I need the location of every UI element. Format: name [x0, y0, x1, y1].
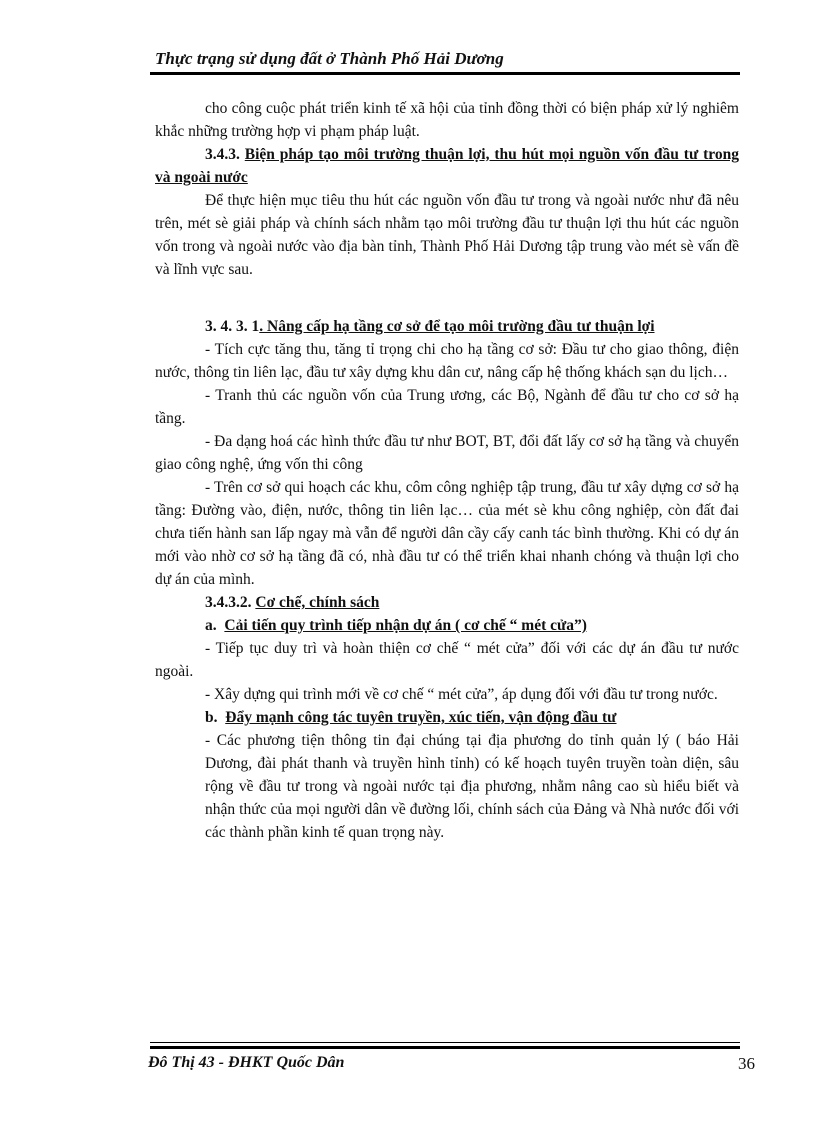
header-rule — [150, 72, 740, 75]
heading-text: . Nâng cấp hạ tầng cơ sở để tạo môi trường đầu tư thuận lợi — [259, 318, 655, 335]
list-item: - Tiếp tục duy trì và hoàn thiện cơ chế “ mét cửa” đối với các dự án đầu tư nước ngoài. — [155, 640, 739, 680]
document-body — [155, 97, 739, 844]
heading-3-4-3-2 — [155, 591, 739, 614]
heading-3-4-3-1 — [155, 315, 739, 338]
heading-text: Cơ chế, chính sách — [255, 594, 380, 611]
heading-3-4-3 — [155, 143, 739, 189]
heading-text: Cải tiến quy trình tiếp nhận dự án ( cơ chế “ mét cửa”) — [224, 617, 587, 634]
heading-text: Đẩy mạnh công tác tuyên truyền, xúc tiến, vận động đầu tư — [225, 709, 617, 726]
heading-number: 3.4.3.2. — [205, 594, 252, 611]
heading-number: a. — [205, 617, 217, 634]
list-item: - Xây dựng qui trình mới về cơ chế “ mét cửa”, áp dụng đối với đầu tư trong nước. — [205, 686, 718, 703]
heading-number: 3. 4. 3. 1 — [205, 318, 260, 335]
heading-b — [155, 706, 739, 729]
list-item: - Tích cực tăng thu, tăng tỉ trọng chi cho hạ tầng cơ sở: Đầu tư cho giao thông, điện nước, thông tin liên lạc, đầu tư xây dựng khu dân cư, nâng cấp hệ thống khách sạn du lịch… — [155, 341, 739, 381]
heading-a — [155, 614, 739, 637]
page-number: 36 — [738, 1054, 755, 1073]
paragraph-3-4-3: Để thực hiện mục tiêu thu hút các nguồn vốn đầu tư trong và ngoài nước như đã nêu trên, mét sè giải pháp và chính sách nhằm tạo môi trường đầu tư thuận lợi thu hút các nguồn vốn trong và ngoài nước vào địa bàn tỉnh, Thành Phố Hải Dương tập trung vào mét sè vấn đề và lĩnh vực sau. — [155, 192, 739, 278]
paragraph-b: - Các phương tiện thông tin đại chúng tại địa phương do tỉnh quản lý ( báo Hải Dương, đài phát thanh và truyền hình tỉnh) có kế hoạch tuyên truyền toàn diện, sâu rộng về đầu tư trong và ngoài nước tại địa phương, nhằm nâng cao sù hiểu biết và nhận thức của mọi người dân về đường lối, chính sách của Đảng và Nhà nước đối với các thành phần kinh tế quan trọng này. — [205, 732, 739, 841]
heading-text: Biện pháp tạo môi trường thuận lợi, thu hút mọi nguồn vốn đầu tư trong và ngoài nước — [155, 146, 739, 186]
list-item: - Đa dạng hoá các hình thức đầu tư như BOT, BT, đổi đất lấy cơ sở hạ tầng và chuyển giao công nghệ, ứng vốn thi công — [155, 433, 739, 473]
page-header-title: Thực trạng sử dụng đất ở Thành Phố Hải Dương — [155, 49, 504, 68]
footer-rule-thick — [150, 1046, 740, 1049]
paragraph-intro: cho công cuộc phát triển kinh tế xã hội của tỉnh đồng thời có biện pháp xử lý nghiêm khắc những trường hợp vi phạm pháp luật. — [155, 100, 739, 140]
list-item: - Trên cơ sở qui hoạch các khu, côm công nghiệp tập trung, đầu tư xây dựng cơ sở hạ tầng: Đường vào, điện, nước, thông tin liên lạc… của mét sè khu công nghiệp, còn đất đai chưa tiến hành san lấp ngay mà vẫn để người dân cầy cấy canh tác bình thường. Khi có dự án mới vào nhờ cơ sở hạ tầng đã có, nhà đầu tư có thể triển khai nhanh chóng và thuận lợi cho dự án của mình. — [155, 479, 739, 588]
heading-number: 3.4.3. — [205, 146, 240, 163]
footer-rule-thin — [150, 1042, 740, 1043]
list-item: - Tranh thủ các nguồn vốn của Trung ương, các Bộ, Ngành để đầu tư cho cơ sở hạ tầng. — [155, 387, 739, 427]
footer-text: Đô Thị 43 - ĐHKT Quốc Dân — [148, 1054, 345, 1071]
heading-number: b. — [205, 709, 218, 726]
